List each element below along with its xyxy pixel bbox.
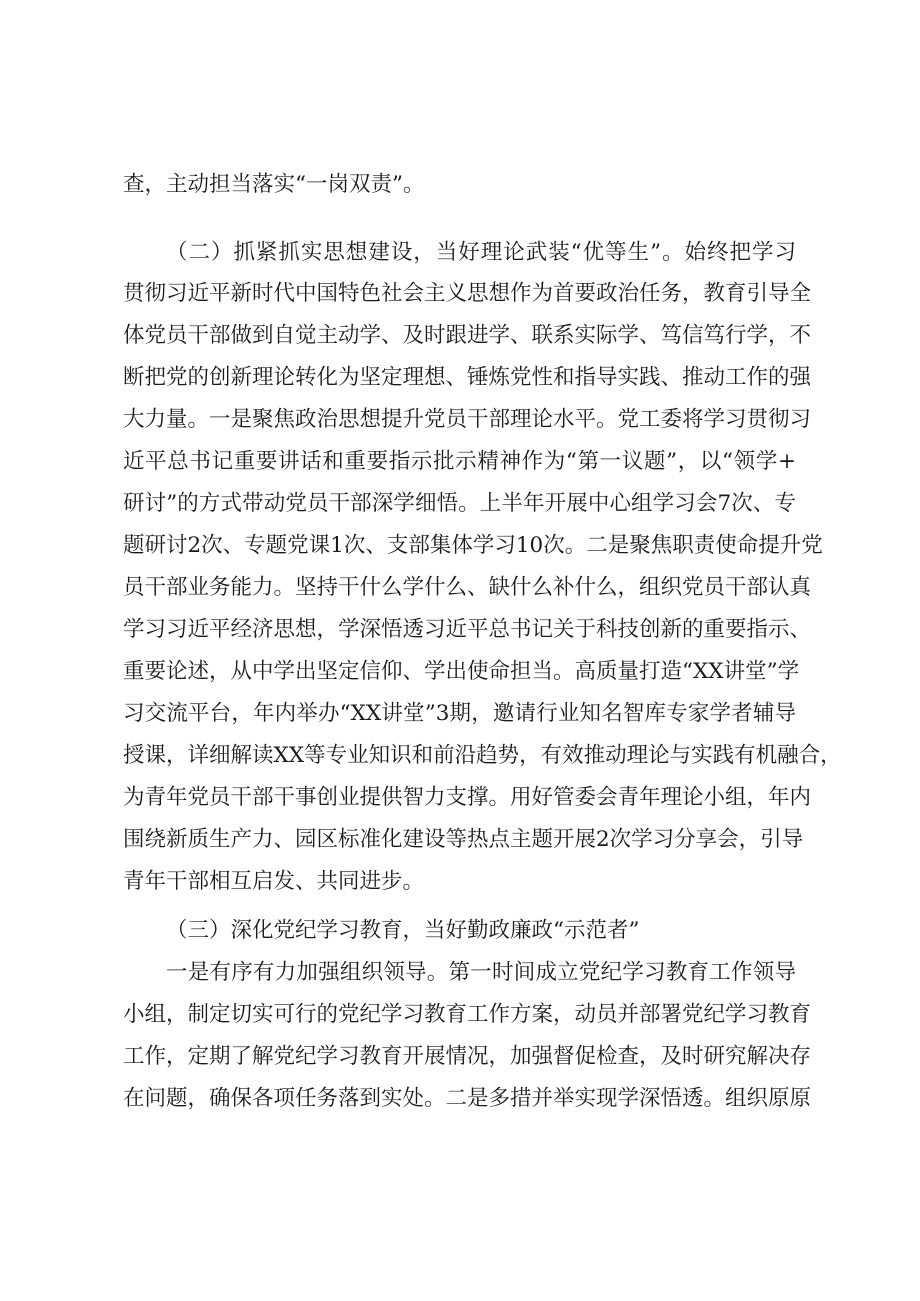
text-line: 体党员干部做到自觉主动学、及时跟进学、联系实际学、笃信笃行学，不 (123, 323, 812, 348)
section-heading-2: （二）抓紧抓实思想建设，当好理论武装“优等生”。始终把学习 (166, 240, 796, 265)
text-line: 查，主动担当落实“一岗双责”。 (123, 172, 425, 197)
text-line: 习交流平台，年内举办“XX讲堂”3期，邀请行业知名智库专家学者辅导 (123, 701, 796, 726)
text-line: 重要论述，从中学出坚定信仰、学出使命担当。高质量打造“XX讲堂”学 (123, 659, 800, 684)
text-line: 小组，制定切实可行的党纪学习教育工作方案，动员并部署党纪学习教育 (123, 1002, 812, 1027)
text-line: 研讨”的方式带动党员干部深学细悟。上半年开展中心组学习会7次、专 (123, 491, 796, 516)
text-line: 贯彻习近平新时代中国特色社会主义思想作为首要政治任务，教育引导全 (123, 281, 812, 306)
text-line: 断把党的创新理论转化为坚定理想、锤炼党性和指导实践、推动工作的强 (123, 365, 812, 390)
text-line: 近平总书记重要讲话和重要指示批示精神作为“第一议题”，以“领学+ (123, 449, 796, 474)
text-line: 青年干部相互启发、共同进步。 (123, 869, 425, 894)
text-line: 员干部业务能力。坚持干什么学什么、缺什么补什么，组织党员干部认真 (123, 575, 812, 600)
text-line: 题研讨2次、专题党课1次、支部集体学习10次。二是聚焦职责使命提升党 (123, 533, 823, 558)
text-line: 工作，定期了解党纪学习教育开展情况，加强督促检查，及时研究解决存 (123, 1044, 812, 1069)
text-line: 一是有序有力加强组织领导。第一时间成立党纪学习教育工作领导 (166, 960, 796, 985)
text-line: 学习习近平经济思想，学深悟透习近平总书记关于科技创新的重要指示、 (123, 617, 812, 642)
text-line: 围绕新质生产力、园区标准化建设等热点主题开展2次学习分享会，引导 (123, 827, 804, 852)
section-heading-3: （三）深化党纪学习教育，当好勤政廉政“示范者” (166, 918, 640, 943)
text-line: 在问题，确保各项任务落到实处。二是多措并举实现学深悟透。组织原原 (123, 1086, 812, 1111)
text-line: 授课，详细解读XX等专业知识和前沿趋势，有效推动理论与实践有机融合， (123, 743, 842, 768)
text-line: 大力量。一是聚焦政治思想提升党员干部理论水平。党工委将学习贯彻习 (123, 407, 812, 432)
text-line: 为青年党员干部干事创业提供智力支撑。用好管委会青年理论小组，年内 (123, 785, 812, 810)
